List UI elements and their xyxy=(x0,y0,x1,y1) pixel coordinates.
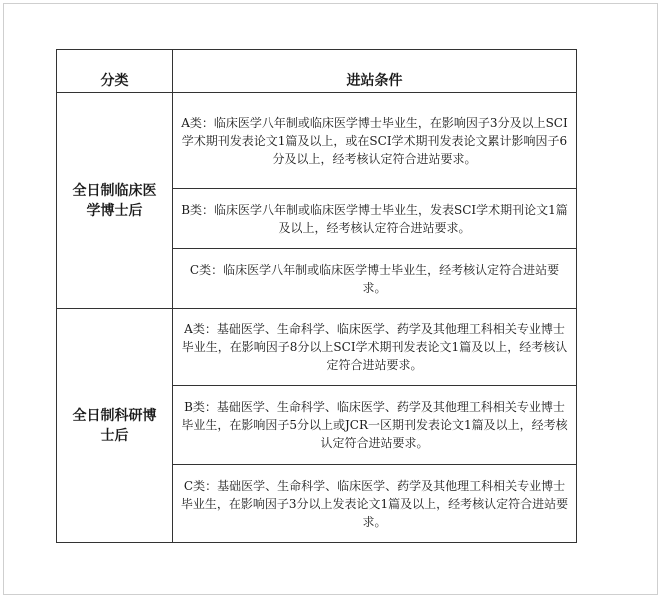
table-row xyxy=(57,309,577,386)
condition-clinical-c: C类：临床医学八年制或临床医学博士毕业生，经考核认定符合进站要求。 xyxy=(173,249,577,309)
condition-research-c: C类：基础医学、生命科学、临床医学、药学及其他理工科相关专业博士毕业生，在影响因子3分以上发表论文1篇及以上，经考核认定符合进站要求。 xyxy=(173,465,577,543)
condition-research-b: B类：基础医学、生命科学、临床医学、药学及其他理工科相关专业博士毕业生，在影响因子5分以上或JCR一区期刊发表论文1篇及以上，经考核认定符合进站要求。 xyxy=(173,386,577,465)
header-condition: 进站条件 xyxy=(173,50,577,93)
category-clinical xyxy=(57,93,173,309)
category-label: 全日制临床医学博士后 xyxy=(72,182,157,219)
postdoc-requirements-table xyxy=(56,49,577,543)
category-label: 全日制科研博士后 xyxy=(72,407,157,444)
table-header-row xyxy=(57,50,577,93)
condition-clinical-a: A类：临床医学八年制或临床医学博士毕业生，在影响因子3分及以上SCI学术期刊发表论文1篇及以上，或在SCI学术期刊发表论文累计影响因子6分及以上，经考核认定符合进站要求。 xyxy=(173,93,577,189)
table-row xyxy=(57,93,577,189)
header-category: 分类 xyxy=(57,50,173,93)
condition-research-a: A类：基础医学、生命科学、临床医学、药学及其他理工科相关专业博士毕业生，在影响因子8分以上SCI学术期刊发表论文1篇及以上，经考核认定符合进站要求。 xyxy=(173,309,577,386)
category-research xyxy=(57,309,173,543)
condition-clinical-b: B类：临床医学八年制或临床医学博士毕业生，发表SCI学术期刊论文1篇及以上，经考核认定符合进站要求。 xyxy=(173,189,577,249)
